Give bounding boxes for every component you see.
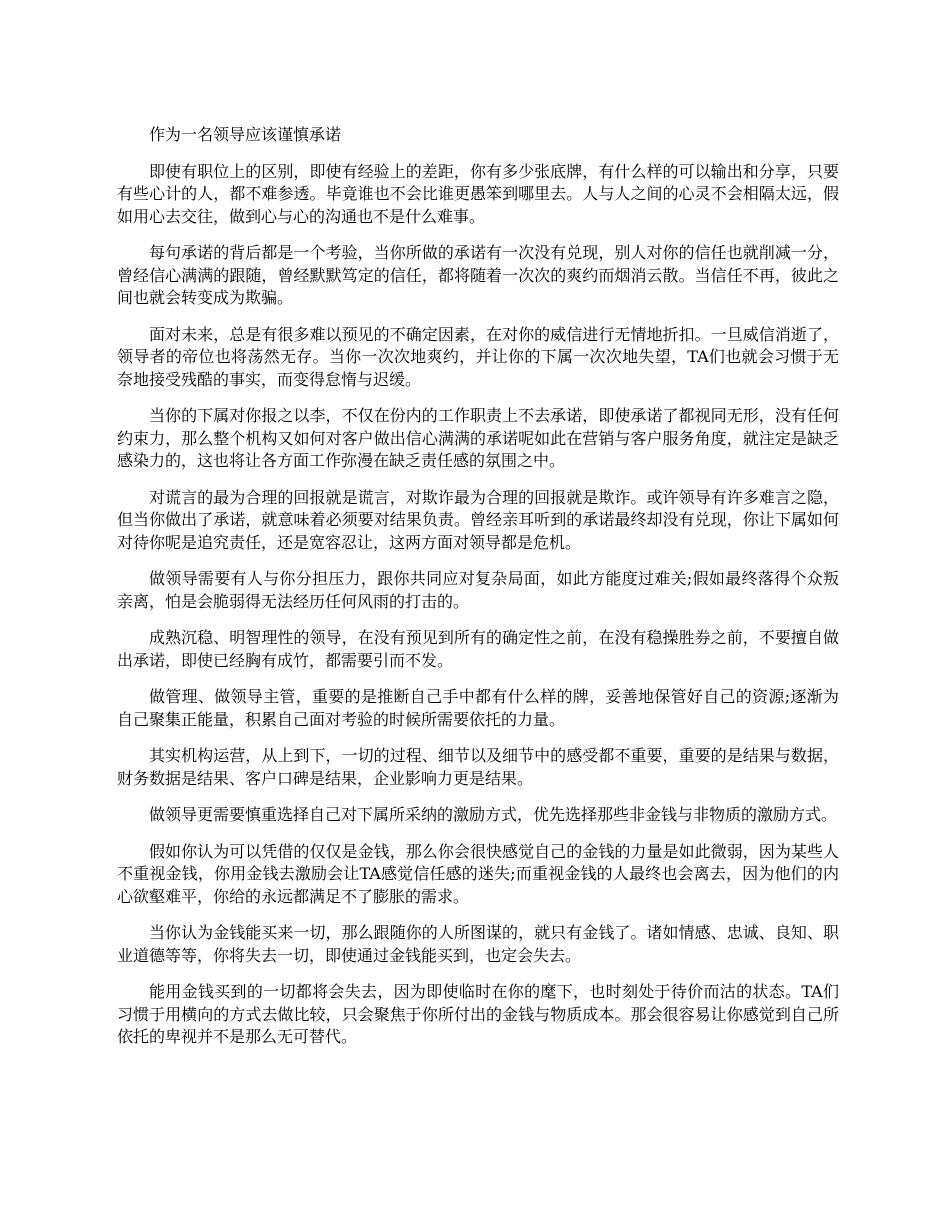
paragraph-8: 做管理、做领导主管，重要的是推断自己手中都有什么样的牌，妥善地保管好自己的资源;逐渐为自己聚集正能量，积累自己面对考验的时候所需要依托的力量。	[117, 687, 839, 729]
paragraph-9: 其实机构运营，从上到下，一切的过程、细节以及细节中的感受都不重要，重要的是结果与数据，财务数据是结果、客户口碑是结果，企业影响力更是结果。	[117, 746, 839, 788]
paragraph-1: 即使有职位上的区别，即使有经验上的差距，你有多少张底牌，有什么样的可以输出和分享，只要有些心计的人，都不难参透。毕竟谁也不会比谁更愚笨到哪里去。人与人之间的心灵不会相隔太远，假如用心去交往，做到心与心的沟通也不是什么难事。	[117, 161, 839, 226]
paragraph-6: 做领导需要有人与你分担压力，跟你共同应对复杂局面，如此方能度过难关;假如最终落得个众叛亲离，怕是会脆弱得无法经历任何风雨的打击的。	[117, 569, 839, 611]
paragraph-7: 成熟沉稳、明智理性的领导，在没有预见到所有的确定性之前，在没有稳操胜券之前，不要擅自做出承诺，即使已经胸有成竹，都需要引而不发。	[117, 628, 839, 670]
paragraph-11: 假如你认为可以凭借的仅仅是金钱，那么你会很快感觉自己的金钱的力量是如此微弱，因为某些人不重视金钱，你用金钱去激励会让TA感觉信任感的迷失;而重视金钱的人最终也会离去，因为他们的内心欲壑难平，你给的永远都满足不了膨胀的需求。	[117, 841, 839, 906]
document-title: 作为一名领导应该谨慎承诺	[149, 125, 342, 144]
paragraph-2: 每句承诺的背后都是一个考验，当你所做的承诺有一次没有兑现，别人对你的信任也就削减一分，曾经信心满满的跟随，曾经默默笃定的信任，都将随着一次次的爽约而烟消云散。当信任不再，彼此之间也就会转变成为欺骗。	[117, 243, 839, 307]
paragraph-5: 对谎言的最为合理的回报就是谎言，对欺诈最为合理的回报就是欺诈。或许领导有许多难言之隐，但当你做出了承诺，就意味着必须要对结果负责。曾经亲耳听到的承诺最终却没有兑现，你让下属如何对待你呢是追究责任，还是宽容忍让，这两方面对领导都是危机。	[117, 487, 839, 552]
paragraph-13: 能用金钱买到的一切都将会失去，因为即使临时在你的麾下，也时刻处于待价而沽的状态。TA们习惯于用横向的方式去做比较，只会聚焦于你所付出的金钱与物质成本。那会很容易让你感觉到自己所依托的卑视并不是那么无可替代。	[117, 982, 839, 1046]
paragraph-10: 做领导更需要慎重选择自己对下属所采纳的激励方式，优先选择那些非金钱与非物质的激励方式。	[149, 805, 838, 824]
paragraph-4: 当你的下属对你报之以李，不仅在份内的工作职责上不去承诺，即使承诺了都视同无形，没有任何约束力，那么整个机构又如何对客户做出信心满满的承诺呢如此在营销与客户服务角度，就注定是缺乏感染力的，这也将让各方面工作弥漫在缺乏责任感的氛围之中。	[117, 406, 839, 470]
paragraph-3: 面对未来，总是有很多难以预见的不确定因素，在对你的威信进行无情地折扣。一旦威信消逝了，领导者的帝位也将荡然无存。当你一次次地爽约，并让你的下属一次次地失望，TA们也就会习惯于无奈地接受残酷的事实，而变得怠惰与迟缓。	[117, 324, 839, 389]
document-body	[117, 124, 839, 1063]
paragraph-12: 当你认为金钱能买来一切，那么跟随你的人所图谋的，就只有金钱了。诸如情感、忠诚、良知、职业道德等等，你将失去一切，即使通过金钱能买到，也定会失去。	[117, 923, 839, 965]
